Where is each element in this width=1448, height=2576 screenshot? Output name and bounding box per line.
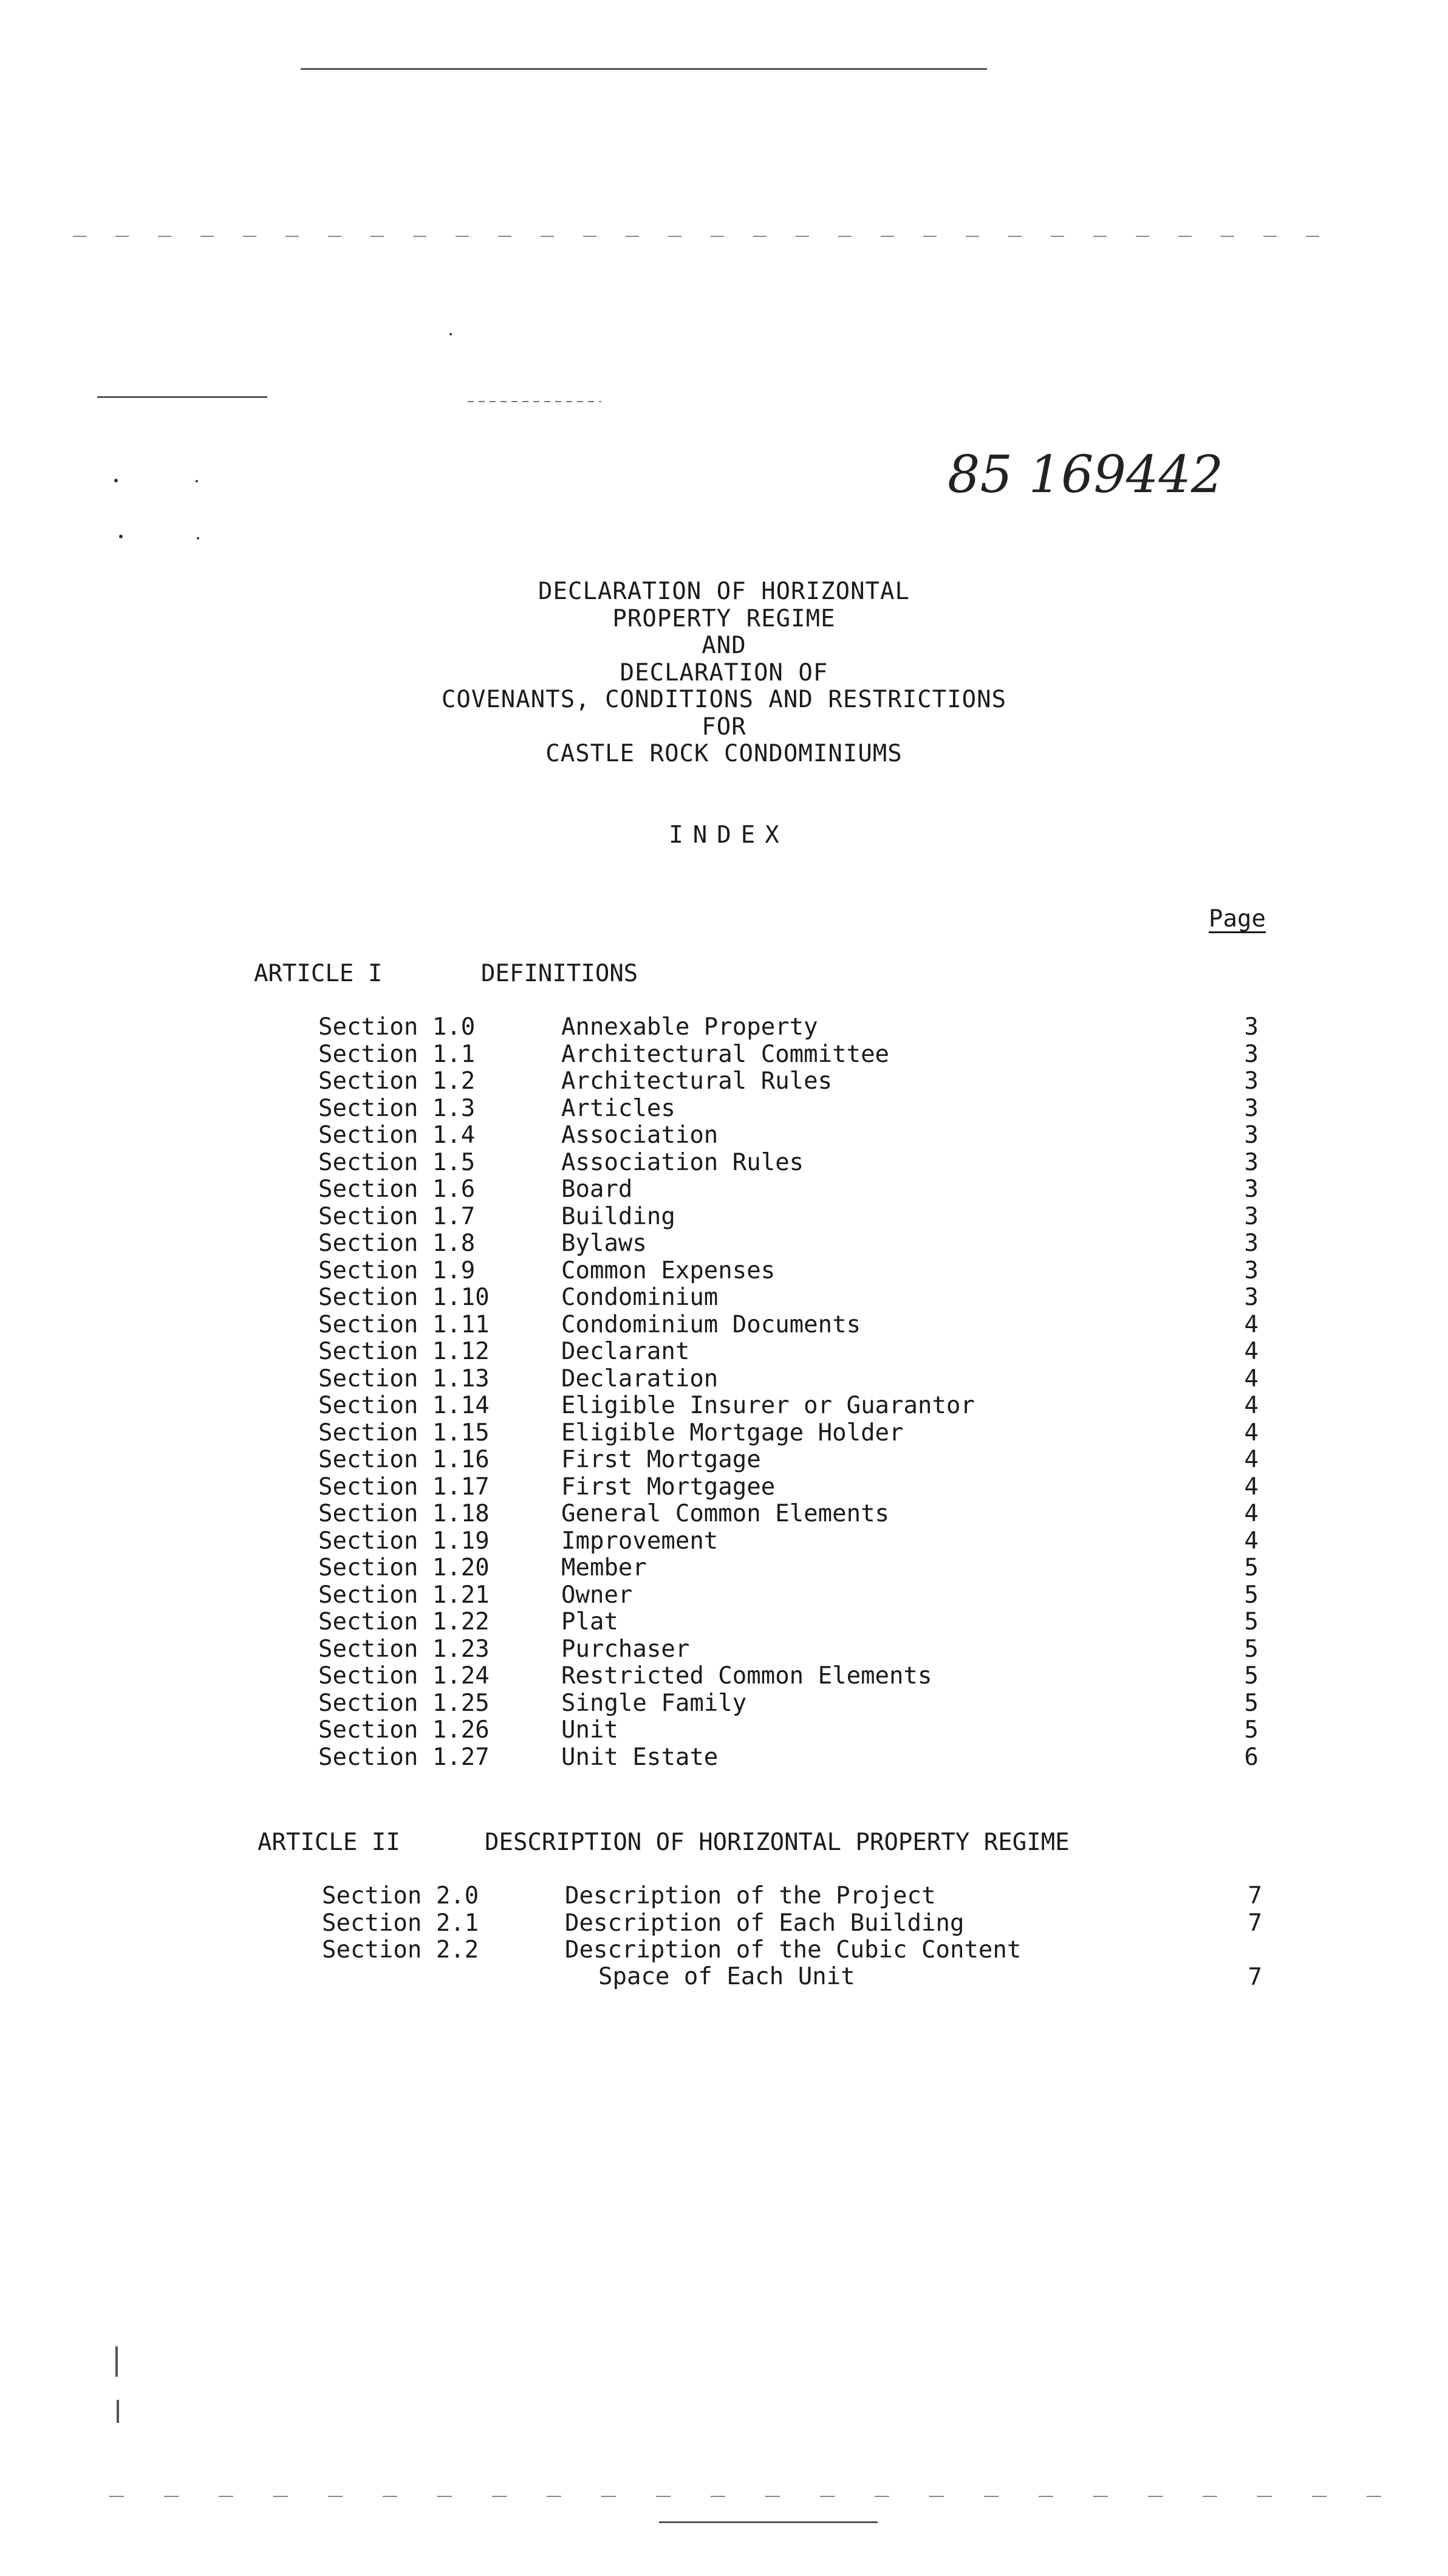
section-page-number: 4 [1244,1446,1258,1473]
recording-number-text: 85 169442 [948,445,1224,504]
title-line: DECLARATION OF [620,659,828,687]
title-line: CASTLE ROCK CONDOMINIUMS [545,740,903,767]
section-number: Section 1.6 [318,1176,476,1203]
section-title: First Mortgage [561,1446,761,1473]
section-number: Section 1.4 [318,1122,476,1149]
section-title: Association [561,1122,719,1149]
scan-line [301,68,987,70]
section-page-number: 6 [1244,1743,1258,1771]
article-title: DESCRIPTION OF HORIZONTAL PROPERTY REGIME [485,1829,1070,1856]
section-title: Declarant [561,1338,690,1365]
section-title: Purchaser [561,1635,690,1663]
section-page-number: 7 [1248,1882,1262,1910]
section-page-number: 3 [1244,1256,1258,1284]
section-number: Section 1.21 [318,1581,490,1609]
section-page-number: 4 [1244,1365,1258,1392]
title-line: COVENANTS, CONDITIONS AND RESTRICTIONS [441,686,1007,713]
section-page-number: 3 [1244,1122,1258,1149]
section-title: Description of the Project [565,1882,936,1910]
section-number: Section 1.2 [318,1067,476,1095]
section-number: Section 1.22 [318,1608,490,1636]
section-title: Unit Estate [561,1743,719,1771]
section-number: Section 1.0 [318,1013,476,1041]
article-title: DEFINITIONS [481,960,638,987]
section-page-number: 3 [1244,1040,1258,1068]
scan-speck [196,480,198,482]
scan-line [659,2521,878,2523]
section-page-number: 3 [1244,1176,1258,1203]
scan-line [117,2400,119,2423]
section-number: Section 1.8 [318,1230,476,1257]
section-title: General Common Elements [561,1500,890,1527]
section-title: Architectural Rules [561,1067,833,1095]
section-title: Member [561,1554,647,1581]
section-page-number: 3 [1244,1202,1258,1230]
scan-speck [119,535,123,538]
scan-speck [449,333,452,335]
section-number: Section 1.25 [318,1689,490,1717]
section-title: Declaration [561,1365,719,1392]
section-title: Owner [561,1581,633,1609]
scan-line [468,401,601,402]
section-number: Section 1.11 [318,1310,490,1338]
title-line: DECLARATION OF HORIZONTAL [538,578,910,605]
section-number: Section 1.16 [318,1446,490,1473]
section-page-number: 4 [1244,1419,1258,1447]
section-title: Common Expenses [561,1256,776,1284]
article-number: ARTICLE I [254,960,383,987]
section-page-number: 4 [1244,1500,1258,1527]
section-number: Section 1.7 [318,1202,476,1230]
section-page-number: 4 [1244,1527,1258,1555]
section-title: First Mortgagee [561,1473,776,1501]
section-page-number: 4 [1244,1310,1258,1338]
section-number: Section 1.12 [318,1338,490,1365]
section-page-number: 5 [1244,1662,1258,1690]
scan-speck [114,479,118,482]
section-number: Section 1.20 [318,1554,490,1581]
section-title: Bylaws [561,1230,647,1257]
section-title: Description of Each Building [565,1909,965,1937]
section-number: Section 2.0 [322,1882,479,1910]
section-title: Articles [561,1094,675,1122]
section-page-number: 5 [1244,1581,1258,1609]
section-number: Section 1.1 [318,1040,476,1068]
section-number: Section 1.15 [318,1419,490,1447]
page-column-header: Page [1209,905,1266,933]
section-title: Condominium Documents [561,1310,861,1338]
section-title: Building [561,1202,675,1230]
section-number: Section 1.26 [318,1716,490,1744]
section-page-number: 3 [1244,1094,1258,1122]
section-number: Section 2.1 [322,1909,479,1937]
section-number: Section 1.9 [318,1256,476,1284]
section-number: Section 1.18 [318,1500,490,1527]
section-number: Section 1.19 [318,1527,490,1555]
section-title: Condominium [561,1284,719,1311]
section-title: Eligible Mortgage Holder [561,1419,904,1447]
scan-line [109,2496,1385,2497]
section-number: Section 2.2 [322,1936,479,1964]
section-title: Description of the Cubic Content [565,1936,1022,1964]
section-number: Section 1.14 [318,1392,490,1419]
section-page-number: 5 [1244,1635,1258,1663]
section-title: Plat [561,1608,618,1636]
section-page-number: 7 [1248,1963,1262,1991]
section-title: Eligible Insurer or Guarantor [561,1392,975,1419]
section-title: Unit [561,1716,618,1744]
section-number: Section 1.5 [318,1148,476,1176]
scan-line [97,396,267,398]
scan-speck [197,537,199,540]
section-page-number: 5 [1244,1554,1258,1581]
section-page-number: 4 [1244,1473,1258,1501]
article-number: ARTICLE II [258,1829,400,1856]
index-heading: INDEX [669,821,789,849]
section-page-number: 3 [1244,1013,1258,1041]
section-title-continuation: Space of Each Unit [598,1963,855,1990]
section-number: Section 1.3 [318,1094,476,1122]
section-page-number: 4 [1244,1338,1258,1365]
section-title: Architectural Committee [561,1040,890,1068]
scan-line [115,2346,118,2377]
section-title: Annexable Property [561,1013,818,1041]
section-title: Association Rules [561,1148,804,1176]
section-number: Section 1.24 [318,1662,490,1690]
section-number: Section 1.23 [318,1635,490,1663]
section-page-number: 5 [1244,1689,1258,1717]
section-title: Improvement [561,1527,719,1555]
section-number: Section 1.27 [318,1743,490,1771]
section-number: Section 1.10 [318,1284,490,1311]
section-page-number: 5 [1244,1608,1258,1636]
title-line: FOR [702,713,746,741]
section-page-number: 3 [1244,1230,1258,1257]
section-page-number: 7 [1248,1909,1262,1937]
section-title: Board [561,1176,633,1203]
section-title: Single Family [561,1689,747,1717]
section-title: Restricted Common Elements [561,1662,932,1690]
section-page-number: 3 [1244,1067,1258,1095]
section-page-number: 3 [1244,1148,1258,1176]
handwritten-recording-number [948,437,1348,516]
title-line: AND [702,632,746,659]
section-page-number: 4 [1244,1392,1258,1419]
section-number: Section 1.13 [318,1365,490,1392]
document-title [0,578,1448,768]
title-line: PROPERTY REGIME [612,605,836,632]
scan-line [73,236,1336,237]
section-page-number: 5 [1244,1716,1258,1744]
section-page-number: 3 [1244,1284,1258,1311]
section-number: Section 1.17 [318,1473,490,1501]
